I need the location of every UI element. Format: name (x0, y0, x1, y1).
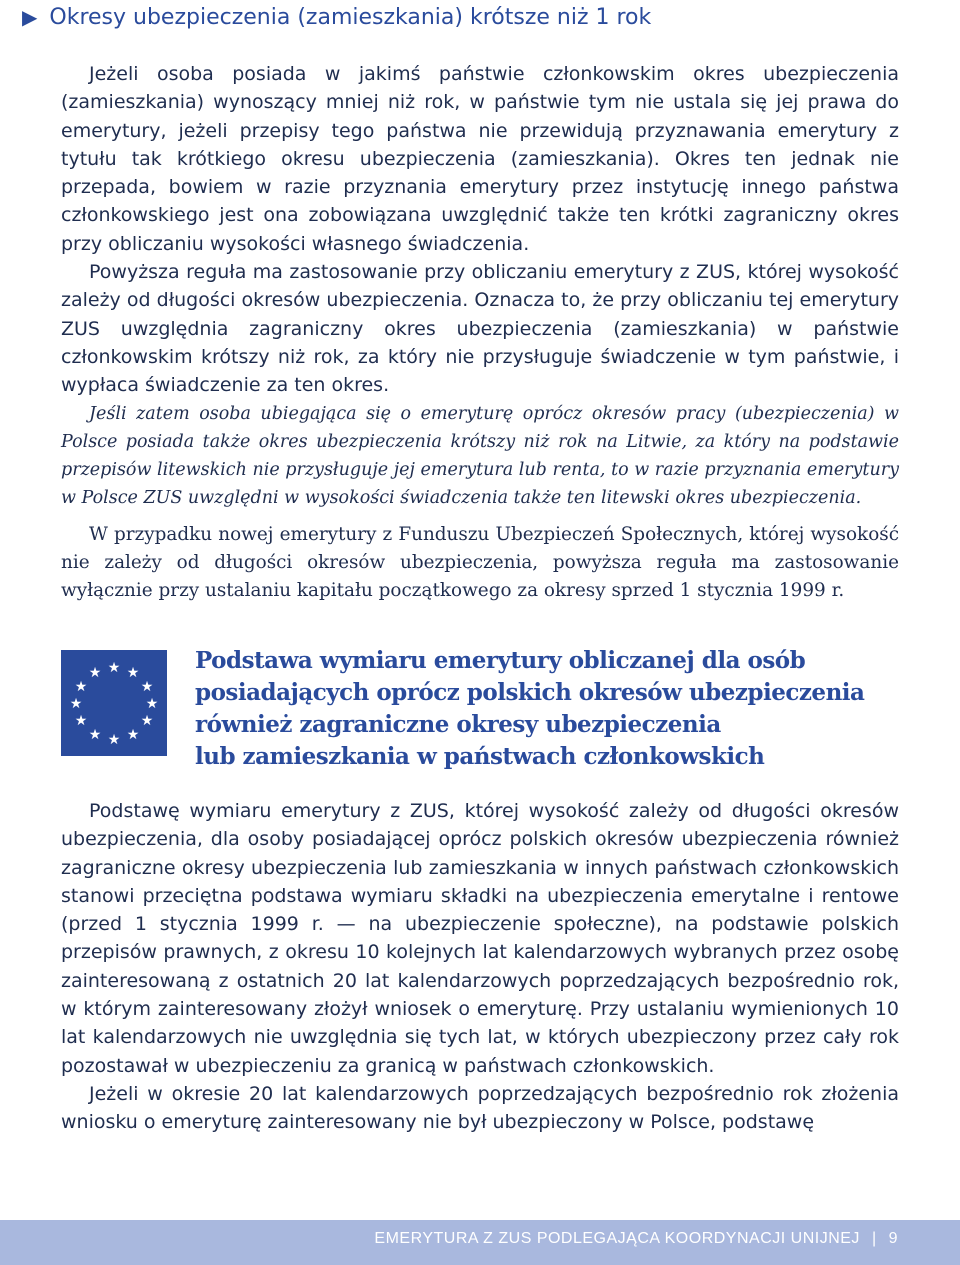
section-title (22, 2, 942, 33)
section-heading (195, 645, 915, 773)
paragraph-4: W przypadku nowej emerytury z Funduszu Ubezpieczeń Społecznych, której wysokość nie zależy od długości okresów ubezpieczenia, powyższa reguła ma zastosowanie wyłącznie przy ustalaniu kapitału początkowego za okresy sprzed 1 stycznia 1999 r. (61, 523, 899, 602)
paragraph-2: Powyższa reguła ma zastosowanie przy obliczaniu emerytury z ZUS, której wysokość zależy od długości okresów ubezpieczenia. Oznacza to, że przy obliczaniu tej emerytury ZUS uwzględnia zagraniczny okres ubezpieczenia (zamieszkania) w państwie członkowskim krótszy niż rok, za który nie przysługuje świadczenie w tym państwie, i wypłaca świadczenie za ten okres. (61, 261, 899, 397)
footer-text: EMERYTURA Z ZUS PODLEGAJĄCA KOORDYNACJI UNIJNEJ | 9 (374, 1230, 898, 1247)
heading-line-1: Podstawa wymiaru emerytury obliczanej dla osób (195, 647, 806, 674)
body-text-bottom (61, 797, 899, 1137)
page-number: 9 (888, 1230, 898, 1247)
paragraph-1: Jeżeli osoba posiada w jakimś państwie członkowskim okres ubezpieczenia (zamieszkania) wynoszący mniej niż rok, w państwie tym nie ustala się jej prawa do emerytury, jeżeli przepisy tego państwa nie przewidują przyznawania emerytury z tytułu tak krótkiego okresu ubezpieczenia (zamieszkania). Okres ten jednak nie przepada, bowiem w razie przyznania emerytury przez instytucję innego państwa członkowskiego jest ona zobowiązana uwzględnić także ten krótki zagraniczny okres przy obliczaniu wysokości własnego świadczenia. (61, 63, 899, 255)
heading-line-3: również zagraniczne okresy ubezpieczenia (195, 711, 721, 738)
heading-line-2: posiadających oprócz polskich okresów ubezpieczenia (195, 679, 865, 706)
section-title-text: Okresy ubezpieczenia (zamieszkania) krótsze niż 1 rok (49, 5, 652, 30)
heading-line-4: lub zamieszkania w państwach członkowskich (195, 743, 765, 770)
paragraph-6: Jeżeli w okresie 20 lat kalendarzowych poprzedzających bezpośrednio rok złożenia wniosku o emeryturę zainteresowany nie był ubezpieczony w Polsce, podstawę (61, 1082, 899, 1134)
footer-title: EMERYTURA Z ZUS PODLEGAJĄCA KOORDYNACJI UNIJNEJ (374, 1230, 860, 1247)
paragraph-3-example: Jeśli zatem osoba ubiegająca się o emeryturę oprócz okresów pracy (ubezpieczenia) w Polsce posiada także okres ubezpieczenia krótszy niż rok na Litwie, za który na podstawie przepisów litewskich nie przysługuje jej emerytura lub renta, to w razie przyznania emerytury w Polsce ZUS uwzględni w wysokości świadczenia także ten litewski okres ubezpieczenia. (61, 403, 899, 509)
page-footer (0, 1220, 960, 1265)
paragraph-5: Podstawę wymiaru emerytury z ZUS, której wysokość zależy od długości okresów ubezpieczenia, dla osoby posiadającej oprócz polskich okresów ubezpieczenia również zagraniczne okresy ubezpieczenia lub zamieszkania w innych państwach członkowskich stanowi przeciętna podstawa wymiaru składki na ubezpieczenia emerytalne i rentowe (przed 1 stycznia 1999 r. — na ubezpieczenie społeczne), na podstawie polskich przepisów prawnych, z okresu 10 kolejnych lat kalendarzowych wybranych przez osobę zainteresowaną z ostatnich 20 lat kalendarzowych poprzedzających bezpośrednio rok, w którym zainteresowany złożył wniosek o emeryturę. Przy ustalaniu wymienionych 10 lat kalendarzowych nie uwzględnia się tych lat, w których ubezpieczony przez cały rok pozostawał w ubezpieczeniu za granicą w państwach członkowskich. (61, 800, 899, 1077)
triangle-right-icon: ▶ (22, 5, 38, 29)
body-text-top (61, 60, 899, 606)
eu-flag-icon: ★ ★ ★ ★ ★ ★ ★ ★ ★ ★ ★ ★ (61, 650, 167, 756)
